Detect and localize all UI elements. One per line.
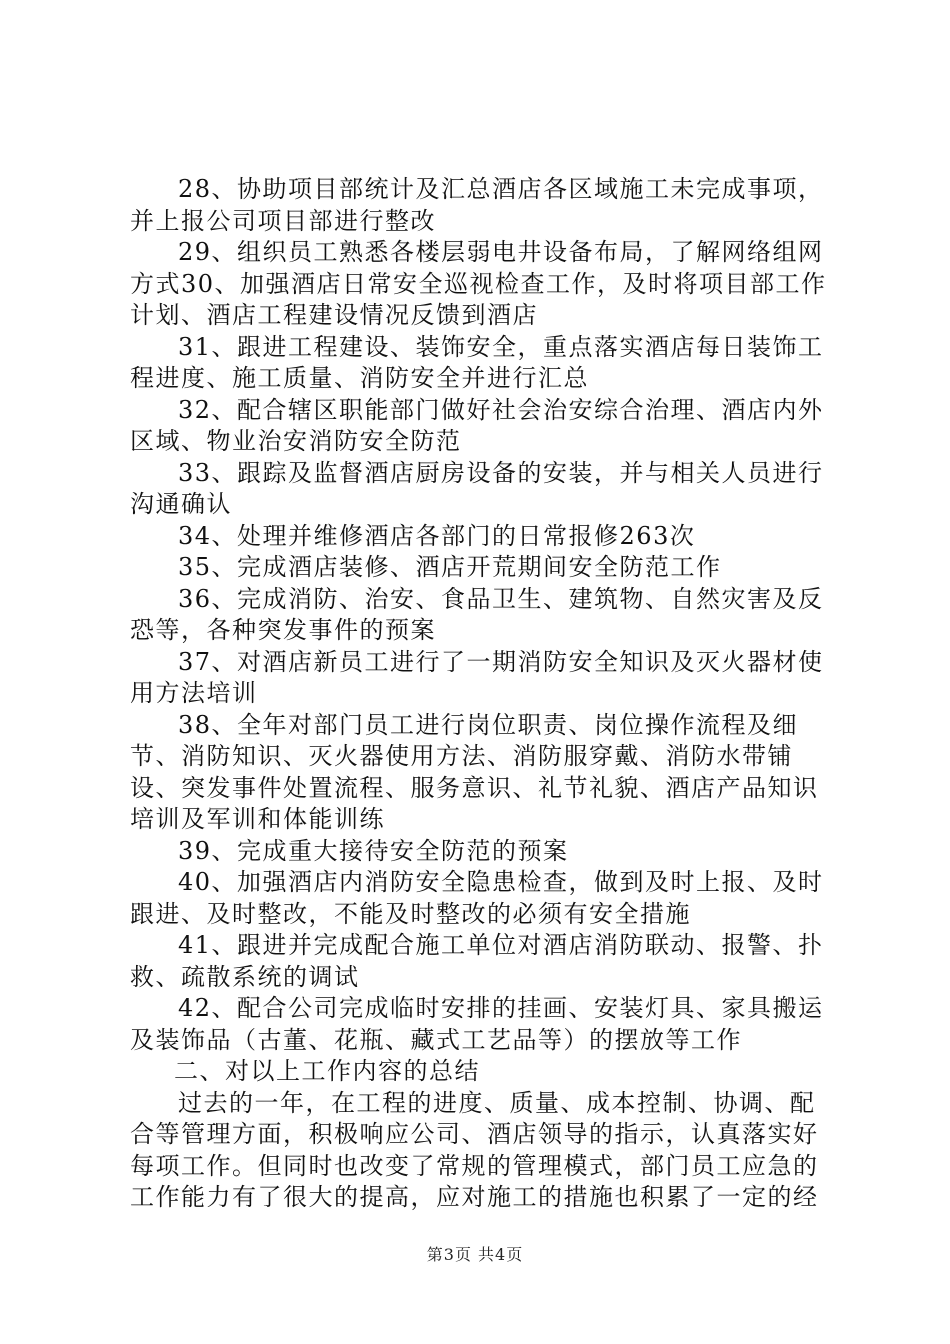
summary-paragraph: 过去的一年，在工程的进度、质量、成本控制、协调、配合等管理方面，积极响应公司、酒店领导的指示，认真落实好每项工作。但同时也改变了常规的管理模式，部门员工应急的工作能力有了很大的提高，应对施工的措施也积累了一定的经 bbox=[130, 1088, 819, 1211]
paragraph-item-33: 33、跟踪及监督酒店厨房设备的安装，并与相关人员进行沟通确认 bbox=[130, 458, 824, 518]
paragraph-item-32: 32、配合辖区职能部门做好社会治安综合治理、酒店内外区域、物业治安消防安全防范 bbox=[130, 395, 824, 455]
page-number-footer: 第3页 共4页 bbox=[426, 1245, 524, 1264]
paragraph-item-39: 39、完成重大接待安全防范的预案 bbox=[178, 836, 569, 865]
section-heading: 二、对以上工作内容的总结 bbox=[174, 1057, 480, 1085]
paragraph-item-34: 34、处理并维修酒店各部门的日常报修263次 bbox=[178, 521, 696, 550]
paragraph-item-29-30: 29、组织员工熟悉各楼层弱电井设备布局，了解网络组网方式30、加强酒店日常安全巡视检查工作，及时将项目部工作计划、酒店工程建设情况反馈到酒店 bbox=[130, 238, 827, 329]
paragraph-item-40: 40、加强酒店内消防安全隐患检查，做到及时上报、及时跟进、及时整改，不能及时整改的必须有安全措施 bbox=[130, 868, 824, 928]
paragraph-item-28: 28、协助项目部统计及汇总酒店各区域施工未完成事项，并上报公司项目部进行整改 bbox=[130, 175, 824, 235]
paragraph-item-38: 38、全年对部门员工进行岗位职责、岗位操作流程及细节、消防知识、灭火器使用方法、消防服穿戴、消防水带铺设、突发事件处置流程、服务意识、礼节礼貌、酒店产品知识培训及军训和体能训练 bbox=[130, 710, 819, 833]
paragraph-item-41: 41、跟进并完成配合施工单位对酒店消防联动、报警、扑救、疏散系统的调试 bbox=[130, 931, 824, 991]
document-body bbox=[130, 174, 830, 1214]
paragraph-item-35: 35、完成酒店装修、酒店开荒期间安全防范工作 bbox=[178, 553, 722, 581]
paragraph-item-31: 31、跟进工程建设、装饰安全，重点落实酒店每日装饰工程进度、施工质量、消防安全并进行汇总 bbox=[130, 332, 824, 392]
paragraph-item-37: 37、对酒店新员工进行了一期消防安全知识及灭火器材使用方法培训 bbox=[130, 647, 824, 707]
paragraph-item-36: 36、完成消防、治安、食品卫生、建筑物、自然灾害及反恐等，各种突发事件的预案 bbox=[130, 584, 824, 644]
paragraph-item-42: 42、配合公司完成临时安排的挂画、安装灯具、家具搬运及装饰品（古董、花瓶、藏式工艺品等）的摆放等工作 bbox=[130, 994, 824, 1054]
